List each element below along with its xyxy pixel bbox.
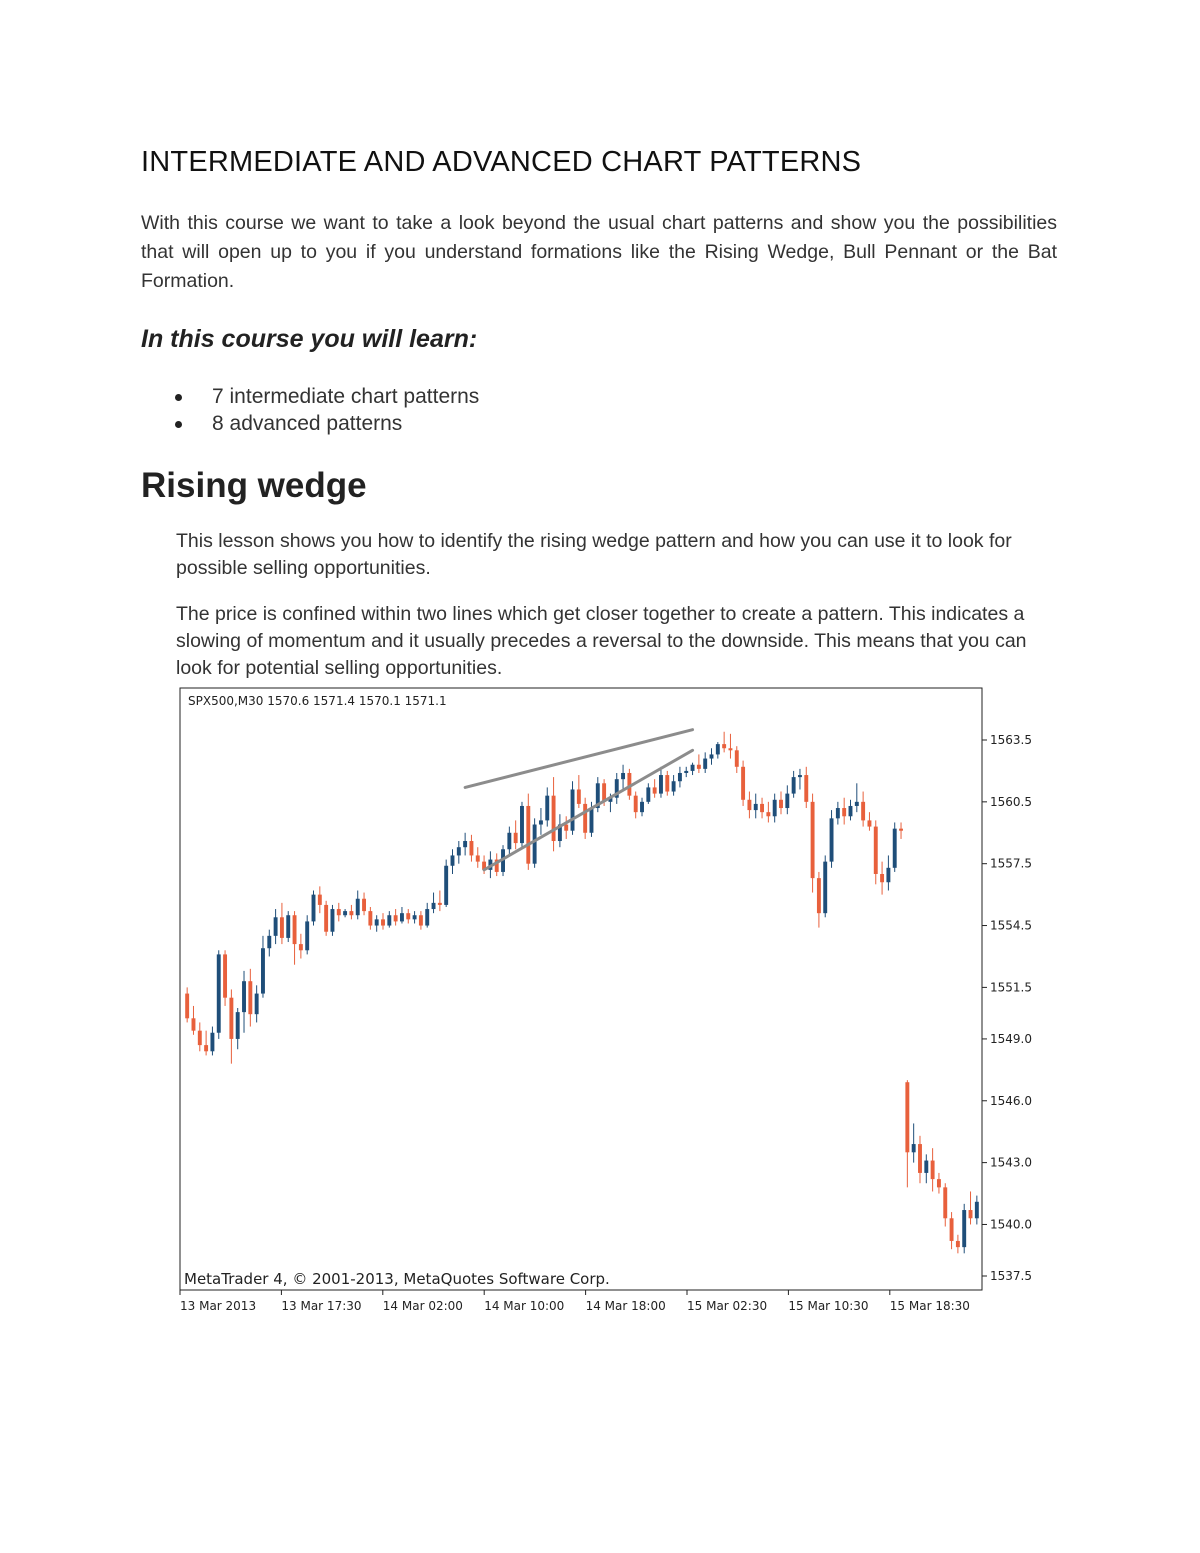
candle-body — [735, 750, 739, 766]
lesson-paragraph: This lesson shows you how to identify the rising wedge pattern and how you can use it to look for possible selling opportunities. — [176, 530, 1012, 579]
candle-body — [760, 804, 764, 812]
candle-body — [526, 806, 530, 864]
y-axis — [982, 733, 1032, 1283]
candle-body — [880, 874, 884, 882]
candle-body — [406, 913, 410, 919]
candle-body — [362, 899, 366, 911]
candle-body — [830, 818, 834, 861]
candle-body — [267, 936, 271, 948]
candle-body — [571, 789, 575, 830]
candle-body — [507, 833, 511, 849]
candle-body — [634, 796, 638, 812]
candle-body — [539, 820, 543, 824]
candle-body — [931, 1161, 935, 1180]
candle-body — [248, 981, 252, 1014]
candle-body — [476, 855, 480, 861]
candle-body — [533, 825, 537, 864]
y-tick-label: 1549.0 — [990, 1031, 1032, 1046]
candle-body — [217, 954, 221, 1032]
candle-body — [684, 771, 688, 773]
y-tick-label: 1560.5 — [990, 794, 1032, 809]
candle-body — [975, 1202, 979, 1218]
candle-body — [823, 862, 827, 914]
candle-body — [590, 808, 594, 833]
candle-body — [893, 829, 897, 868]
x-tick-label: 14 Mar 18:00 — [585, 1299, 666, 1313]
candle-body — [229, 998, 233, 1039]
candle-body — [943, 1187, 947, 1218]
list-item-text: 7 intermediate chart patterns — [212, 385, 480, 408]
candle-body — [564, 825, 568, 831]
candle-body — [962, 1210, 966, 1247]
y-tick-label: 1546.0 — [990, 1093, 1032, 1108]
candle-body — [956, 1241, 960, 1247]
candle-body — [432, 903, 436, 909]
candle-body — [356, 899, 360, 915]
candle-body — [577, 789, 581, 803]
candle-body — [192, 1018, 196, 1030]
candle-body — [293, 915, 297, 944]
candle-body — [274, 917, 278, 936]
list-item — [172, 383, 479, 410]
candle-body — [811, 802, 815, 878]
candle-body — [255, 994, 259, 1015]
candle-body — [766, 812, 770, 816]
candle-body — [697, 765, 701, 769]
y-tick-label: 1543.0 — [990, 1155, 1032, 1170]
candle-body — [337, 909, 341, 915]
candle-body — [716, 744, 720, 754]
candle-body — [861, 802, 865, 821]
learn-heading: In this course you will learn: — [141, 325, 478, 353]
y-tick-label: 1537.5 — [990, 1269, 1032, 1283]
candlestick-chart — [170, 680, 1032, 1320]
candle-body — [318, 895, 322, 905]
candle-body — [236, 1012, 240, 1039]
candle-body — [804, 775, 808, 802]
candle-body — [747, 800, 751, 810]
y-tick-label: 1551.5 — [990, 980, 1032, 995]
candle-body — [368, 911, 372, 925]
candle-body — [299, 944, 303, 950]
candle-body — [552, 796, 556, 841]
page-title: INTERMEDIATE AND ADVANCED CHART PATTERNS — [141, 146, 862, 178]
candle-body — [425, 909, 429, 925]
candle-body — [621, 773, 625, 779]
y-tick-label: 1563.5 — [990, 733, 1032, 747]
x-tick-label: 13 Mar 17:30 — [281, 1299, 362, 1313]
list-item-text: 8 advanced patterns — [212, 412, 403, 435]
lesson-paragraph: The price is confined within two lines which get closer together to create a pattern. This indicates a slowing of momentum and it usually precedes a reversal to the downside. This means that you can look for potential selling opportunities. — [176, 603, 1027, 679]
x-tick-label: 15 Mar 18:30 — [889, 1299, 970, 1313]
candle-body — [874, 827, 878, 874]
symbol-header: SPX500,M30 1570.6 1571.4 1570.1 1571.1 — [188, 694, 447, 708]
candle-body — [312, 895, 316, 922]
chart-copyright: MetaTrader 4, © 2001-2013, MetaQuotes Software Corp. — [184, 1270, 610, 1288]
candle-body — [324, 905, 328, 932]
candle-body — [261, 948, 265, 993]
candle-body — [905, 1082, 909, 1152]
bullet-icon — [175, 421, 182, 428]
candle-body — [469, 841, 473, 855]
y-tick-label: 1540.0 — [990, 1217, 1032, 1232]
candle-body — [792, 777, 796, 793]
candle-body — [375, 919, 379, 925]
candle-body — [741, 767, 745, 800]
candle-body — [969, 1210, 973, 1218]
learn-list — [172, 383, 479, 437]
candle-body — [912, 1144, 916, 1152]
x-tick-label: 14 Mar 02:00 — [382, 1299, 463, 1313]
y-tick-label: 1554.5 — [990, 918, 1032, 933]
candle-body — [223, 954, 227, 997]
candle-body — [444, 866, 448, 905]
x-tick-label: 13 Mar 2013 — [180, 1299, 257, 1313]
candle-body — [653, 787, 657, 793]
candle-body — [343, 911, 347, 915]
candle-body — [710, 754, 714, 758]
candle-body — [514, 833, 518, 843]
candle-body — [691, 765, 695, 771]
candle-body — [305, 921, 309, 950]
candle-body — [419, 915, 423, 925]
candle-body — [817, 878, 821, 913]
chart-svg — [170, 680, 1032, 1320]
candle-body — [924, 1161, 928, 1173]
candle-body — [665, 775, 669, 791]
candle-body — [937, 1179, 941, 1187]
plot-frame — [180, 688, 982, 1290]
candle-body — [855, 802, 859, 806]
candle-body — [198, 1031, 202, 1045]
candle-body — [185, 994, 189, 1019]
candle-body — [204, 1045, 208, 1051]
candle-body — [678, 773, 682, 781]
candle-body — [545, 796, 549, 821]
candle-body — [438, 903, 442, 905]
candle-body — [722, 744, 726, 748]
intro-paragraph: With this course we want to take a look beyond the usual chart patterns and show you the possibilities that will open up to you if you understand formations like the Rising Wedge, Bull Pennant or the Bat Formation. — [141, 212, 1057, 292]
candle-body — [210, 1033, 214, 1052]
candle-body — [349, 911, 353, 915]
candle-body — [886, 868, 890, 882]
candle-body — [918, 1144, 922, 1173]
candle-body — [242, 981, 246, 1012]
candle-body — [394, 915, 398, 921]
x-tick-label: 15 Mar 02:30 — [687, 1299, 768, 1313]
x-tick-label: 14 Mar 10:00 — [484, 1299, 565, 1313]
candle-body — [849, 806, 853, 816]
candle-body — [950, 1218, 954, 1241]
candle-body — [646, 787, 650, 801]
candle-body — [867, 820, 871, 826]
candle-body — [520, 806, 524, 843]
candle-body — [659, 775, 663, 794]
candle-body — [331, 909, 335, 932]
candle-body — [400, 913, 404, 921]
candle-body — [842, 808, 846, 816]
candle-body — [457, 847, 461, 855]
y-tick-label: 1557.5 — [990, 856, 1032, 871]
candle-body — [836, 808, 840, 818]
candle-body — [640, 802, 644, 812]
bullet-icon — [175, 394, 182, 401]
list-item — [172, 410, 479, 437]
x-axis — [180, 1290, 970, 1313]
candle-body — [381, 919, 385, 925]
candle-body — [451, 855, 455, 865]
candle-body — [583, 804, 587, 833]
candle-body — [798, 775, 802, 777]
x-tick-label: 15 Mar 10:30 — [788, 1299, 869, 1313]
candle-body — [703, 759, 707, 769]
candle-body — [773, 800, 777, 816]
candle-body — [413, 915, 417, 919]
candle-body — [729, 748, 733, 750]
section-title: Rising wedge — [141, 466, 367, 505]
candle-body — [672, 781, 676, 791]
candle-body — [779, 800, 783, 808]
candle-body — [286, 915, 290, 938]
candle-body — [280, 917, 284, 938]
candle-body — [387, 915, 391, 925]
candle-body — [463, 841, 467, 847]
candle-body — [785, 794, 789, 808]
candle-body — [754, 804, 758, 810]
candle-body — [899, 829, 903, 831]
